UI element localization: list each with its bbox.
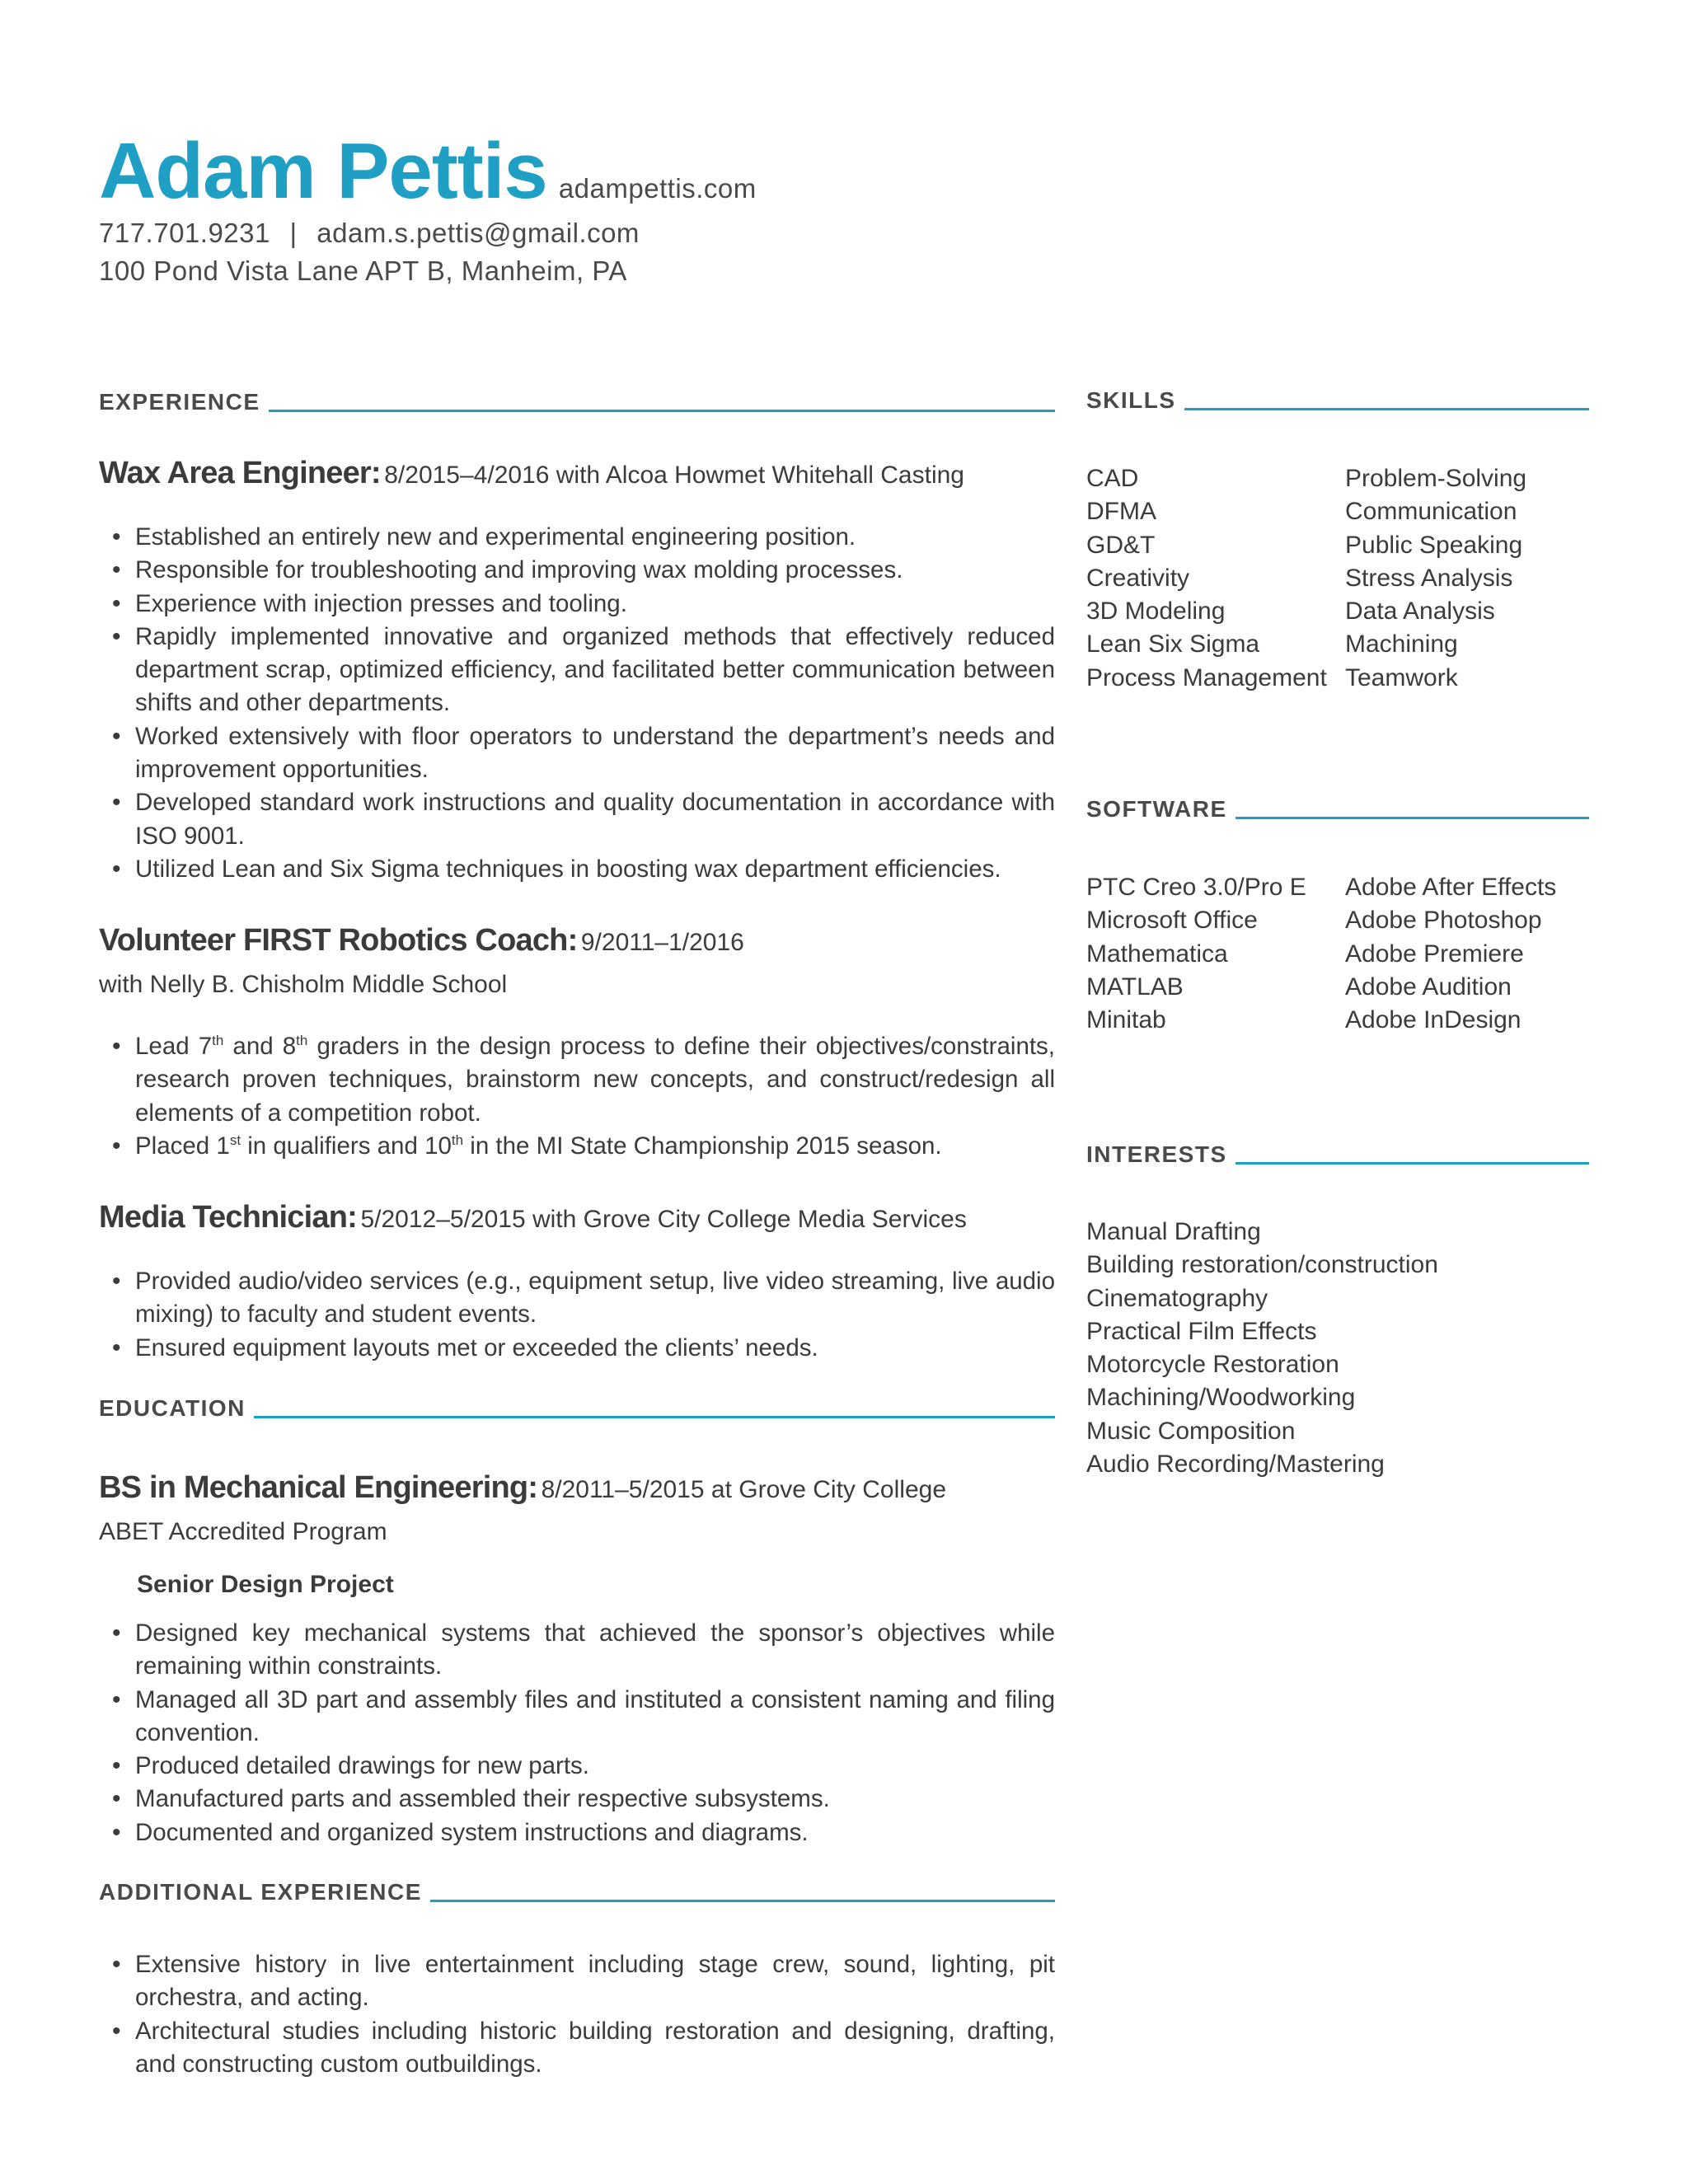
list-item: • Rapidly implemented innovative and organized methods that effectively reduced department scrap, optimized efficiency, and facilitated better communication between shifts and other departments. — [99, 621, 1055, 720]
software-item: Adobe After Effects — [1345, 874, 1557, 901]
interest-item: Cinematography — [1086, 1284, 1268, 1312]
job-detail: 8/2015–4/2016 with Alcoa Howmet Whitehall Casting — [384, 462, 964, 489]
job-bullets — [99, 1265, 1055, 1365]
skill-item: Creativity — [1086, 564, 1190, 592]
skill-item: Problem-Solving — [1345, 465, 1527, 492]
software-list-col1 — [1086, 871, 1306, 1037]
software-item: PTC Creo 3.0/Pro E — [1086, 874, 1306, 901]
section-rule — [1236, 1162, 1589, 1165]
additional-bullets — [99, 1948, 1055, 2081]
list-item: • Documented and organized system instructions and diagrams. — [99, 1816, 1055, 1849]
list-item: • Managed all 3D part and assembly files and instituted a consistent naming and filing convention. — [99, 1684, 1055, 1750]
skill-item: DFMA — [1086, 498, 1156, 526]
experience-section-header — [99, 381, 1055, 414]
job-detail: 5/2012–5/2015 with Grove City College Media Services — [360, 1206, 967, 1233]
list-item: • Established an entirely new and experimental engineering position. — [99, 521, 1055, 554]
section-title-skills: SKILLS — [1086, 387, 1176, 413]
job-detail: 9/2011–1/2016 — [580, 929, 744, 956]
list-item: • Extensive history in live entertainment including stage crew, sound, lighting, pit orchestra, and acting. — [99, 1948, 1055, 2015]
list-item: • Placed 1st in qualifiers and 10th in the MI State Championship 2015 season. — [99, 1130, 1055, 1163]
software-item: Adobe Photoshop — [1345, 907, 1542, 935]
job-bullets — [99, 1030, 1055, 1163]
education-section-header — [99, 1387, 1055, 1420]
skills-section-header — [1086, 379, 1589, 412]
skills-list-col1 — [1086, 462, 1327, 695]
degree-heading — [99, 1470, 1055, 1506]
job-heading — [99, 1200, 1055, 1235]
list-item: • Provided audio/video services (e.g., equipment setup, live video streaming, live audio mixing) to faculty and student events. — [99, 1265, 1055, 1332]
project-bullets — [99, 1617, 1055, 1849]
interest-item: Audio Recording/Mastering — [1086, 1451, 1385, 1479]
section-title-education: EDUCATION — [99, 1395, 246, 1421]
skill-item: Lean Six Sigma — [1086, 630, 1260, 658]
skill-item: Communication — [1345, 498, 1517, 526]
candidate-name: Adam Pettis — [99, 127, 547, 215]
skill-item: Machining — [1345, 630, 1458, 658]
list-item: • Responsible for troubleshooting and improving wax molding processes. — [99, 554, 1055, 587]
list-item: • Ensured equipment layouts met or exceeded the clients’ needs. — [99, 1332, 1055, 1365]
job-title: Volunteer FIRST Robotics Coach: — [99, 923, 578, 958]
skill-item: CAD — [1086, 465, 1139, 492]
list-item: • Produced detailed drawings for new parts. — [99, 1750, 1055, 1783]
list-item: • Experience with injection presses and tooling. — [99, 588, 1055, 621]
skill-item: Public Speaking — [1345, 531, 1523, 559]
section-rule — [1184, 408, 1589, 410]
list-item: • Worked extensively with floor operators to understand the department’s needs and improvement opportunities. — [99, 720, 1055, 787]
job-bullets — [99, 521, 1055, 886]
software-item: MATLAB — [1086, 972, 1184, 1001]
interest-item: Music Composition — [1086, 1417, 1296, 1445]
section-title-interests: INTERESTS — [1086, 1141, 1227, 1167]
contact-line — [99, 214, 1088, 252]
contact-separator: | — [289, 218, 298, 248]
degree-accreditation: ABET Accredited Program — [99, 1518, 387, 1545]
interest-item: Motorcycle Restoration — [1086, 1351, 1339, 1379]
software-item: Adobe Premiere — [1345, 940, 1524, 968]
project-heading: Senior Design Project — [137, 1571, 394, 1598]
job-heading — [99, 456, 1055, 491]
interest-item: Practical Film Effects — [1086, 1317, 1317, 1345]
software-list-col2 — [1345, 871, 1556, 1037]
software-item: Adobe InDesign — [1345, 1006, 1522, 1034]
skill-item: Process Management — [1086, 663, 1327, 691]
software-item: Microsoft Office — [1086, 907, 1258, 935]
email-link[interactable]: adam.s.pettis@gmail.com — [316, 218, 640, 248]
degree-title: BS in Mechanical Engineering: — [99, 1470, 538, 1505]
phone-number[interactable]: 717.701.9231 — [99, 218, 270, 248]
interest-item: Building restoration/construction — [1086, 1251, 1438, 1279]
list-item: • Developed standard work instructions and quality documentation in accordance with ISO 9001. — [99, 786, 1055, 853]
address: 100 Pond Vista Lane APT B, Manheim, PA — [99, 255, 627, 286]
list-item: • Lead 7th and 8th graders in the design process to define their objectives/constraints, research proven techniques, brainstorm new concepts, and construct/redesign all elements of a competition robot. — [99, 1030, 1055, 1130]
section-rule — [1236, 817, 1589, 819]
list-item: • Manufactured parts and assembled their respective subsystems. — [99, 1783, 1055, 1816]
section-title-software: SOFTWARE — [1086, 796, 1227, 822]
job-title: Media Technician: — [99, 1200, 357, 1235]
section-title-experience: EXPERIENCE — [99, 389, 260, 415]
job-title: Wax Area Engineer: — [99, 456, 381, 490]
website-link[interactable]: adampettis.com — [558, 173, 757, 204]
skill-item: Data Analysis — [1345, 598, 1495, 626]
job-organization: with Nelly B. Chisholm Middle School — [99, 971, 508, 998]
skill-item: Teamwork — [1345, 663, 1458, 691]
degree-detail: 8/2011–5/2015 at Grove City College — [541, 1476, 947, 1503]
interest-item: Machining/Woodworking — [1086, 1384, 1356, 1412]
resume-header — [99, 127, 1088, 290]
section-title-additional: ADDITIONAL EXPERIENCE — [99, 1879, 422, 1905]
skill-item: Stress Analysis — [1345, 564, 1513, 592]
software-item: Mathematica — [1086, 940, 1228, 968]
software-item: Minitab — [1086, 1006, 1166, 1034]
interests-list — [1086, 1216, 1438, 1481]
skill-item: 3D Modeling — [1086, 598, 1226, 626]
list-item: • Designed key mechanical systems that achieved the sponsor’s objectives while remaining within constraints. — [99, 1617, 1055, 1684]
additional-section-header — [99, 1871, 1055, 1904]
section-rule — [254, 1416, 1055, 1418]
list-item: • Utilized Lean and Six Sigma techniques in boosting wax department efficiencies. — [99, 853, 1055, 886]
software-section-header — [1086, 788, 1589, 821]
name-line — [99, 127, 1088, 215]
section-rule — [269, 410, 1056, 412]
job-heading — [99, 923, 1055, 958]
skill-item: GD&T — [1086, 531, 1156, 559]
interests-section-header — [1086, 1133, 1589, 1166]
section-rule — [430, 1900, 1055, 1902]
list-item: • Architectural studies including historic building restoration and designing, drafting, and constructing custom outbuildings. — [99, 2015, 1055, 2082]
skills-list-col2 — [1345, 462, 1526, 695]
software-item: Adobe Audition — [1345, 972, 1512, 1001]
interest-item: Manual Drafting — [1086, 1218, 1261, 1245]
